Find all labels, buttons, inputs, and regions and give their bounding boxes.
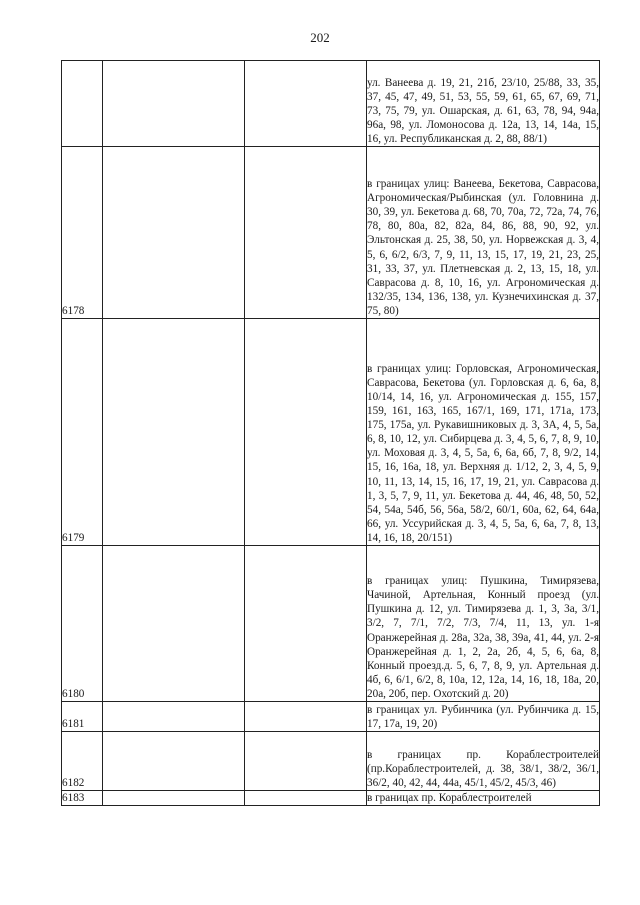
address-text: ул. Ванеева д. 19, 21, 21б, 23/10, 25/88, 33, 35, 37, 45, 47, 49, 51, 53, 55, 59, 61, 65, 67, 69, 71, 73, 75, 79, ул. Ошарская, д. 61, 63, 78, 94, 94а, 96а, 98, ул. Ломоносова д. 12а, 13, 14, 14а, 15, 16, ул. Республиканская д. 2, 88, 88/1)	[367, 76, 599, 145]
empty-cell	[103, 732, 245, 791]
district-boundaries	[367, 791, 600, 806]
table-row	[62, 61, 600, 147]
district-boundaries	[367, 61, 600, 147]
table-row	[62, 702, 600, 732]
address-text: в границах ул. Рубинчика (ул. Рубинчика д. 15, 17, 17а, 19, 20)	[367, 703, 599, 730]
empty-cell	[103, 702, 245, 732]
district-number: 6178	[62, 147, 103, 319]
empty-cell	[245, 61, 367, 147]
table-row	[62, 791, 600, 806]
district-number: 6182	[62, 732, 103, 791]
empty-cell	[245, 732, 367, 791]
district-boundaries	[367, 732, 600, 791]
district-number	[62, 61, 103, 147]
table-row	[62, 319, 600, 546]
address-text: в границах пр. Кораблестроителей (пр.Кораблестроителей, д. 38, 38/1, 38/2, 36/1, 36/2, 40, 42, 44, 44а, 45/1, 45/2, 45/3, 46)	[367, 748, 599, 789]
district-boundaries	[367, 319, 600, 546]
district-number: 6179	[62, 319, 103, 546]
empty-cell	[245, 546, 367, 702]
empty-cell	[103, 791, 245, 806]
district-number: 6183	[62, 791, 103, 806]
table-row	[62, 732, 600, 791]
district-boundaries	[367, 546, 600, 702]
empty-cell	[245, 791, 367, 806]
empty-cell	[103, 61, 245, 147]
table-row	[62, 147, 600, 319]
empty-cell	[245, 319, 367, 546]
address-text: в границах улиц: Ванеева, Бекетова, Саврасова, Агрономическая/Рыбинская (ул. Головнина д. 30, 39, ул. Бекетова д. 68, 70, 70а, 72, 72а, 74, 76, 78, 80, 80а, 82, 82а, 84, 86, 88, 90, 92, ул. Эльтонская д. 25, 38, 50, ул. Норвежская д. 3, 4, 5, 6, 6/2, 6/3, 7, 9, 11, 13, 15, 17, 19, 21, 23, 25, 31, 33, 37, ул. Плетневская д. 2, 13, 15, 18, ул. Саврасова д. 8, 10, 16, ул. Агрономическая д. 132/35, 134, 136, 138, ул. Кузнечихинская д. 37, 75, 80)	[367, 178, 599, 317]
district-boundaries	[367, 147, 600, 319]
empty-cell	[103, 319, 245, 546]
district-number: 6181	[62, 702, 103, 732]
page-number: 202	[310, 30, 330, 45]
empty-cell	[103, 546, 245, 702]
address-text: в границах улиц: Пушкина, Тимирязева, Чачиной, Артельная, Конный проезд (ул. Пушкина д. 12, ул. Тимирязева д. 1, 3, 3а, 3/1, 3/2, 7, 7/1, 7/2, 7/3, 7/4, 11, 13, ул. 1-я Оранжерейная д. 28а, 32а, 38, 39а, 41, 44, ул. 2-я Оранжерейная д. 1, 2, 2а, 2б, 4, 5, 6, 6а, 8, Конный проезд.д. 5, 6, 7, 8, 9, ул. Артельная д. 4б, 6, 6/1, 6/2, 8, 10а, 12, 12а, 14, 16, 18, 18а, 20, 20а, 20б, пер. Охотский д. 20)	[367, 575, 599, 700]
district-boundaries	[367, 702, 600, 732]
district-number: 6180	[62, 546, 103, 702]
empty-cell	[245, 147, 367, 319]
address-text: в границах пр. Кораблестроителей	[367, 792, 532, 804]
table-row	[62, 546, 600, 702]
polling-district-table	[61, 60, 600, 806]
empty-cell	[103, 147, 245, 319]
empty-cell	[245, 702, 367, 732]
address-text: в границах улиц: Горловская, Агрономическая, Саврасова, Бекетова (ул. Горловская д. 6, 6а, 8, 10/14, 14, 16, ул. Агрономическая д. 155, 157, 159, 161, 163, 165, 167/1, 169, 171, 171а, 173, 175, 175а, ул. Рукавишниковых д. 3, 3А, 4, 5, 5а, 6, 8, 10, 12, ул. Сибирцева д. 3, 4, 5, 6, 7, 8, 9, 10, ул. Моховая д. 3, 4, 5, 5а, 6, 6а, 6б, 7, 8, 9/2, 14, 15, 16, 16а, 18, ул. Верхняя д. 1/12, 2, 3, 4, 5, 9, 10, 11, 13, 14, 15, 16, 17, 19, 21, ул. Саврасова д. 1, 3, 5, 7, 9, 11, ул. Бекетова д. 44, 46, 48, 50, 52, 54, 54а, 54б, 56, 56а, 58/2, 60/1, 60а, 62, 64, 64а, 66, ул. Уссурийская д. 3, 4, 5, 5а, 6, 6а, 7, 8, 13, 14, 16, 18, 20/151)	[367, 362, 599, 544]
